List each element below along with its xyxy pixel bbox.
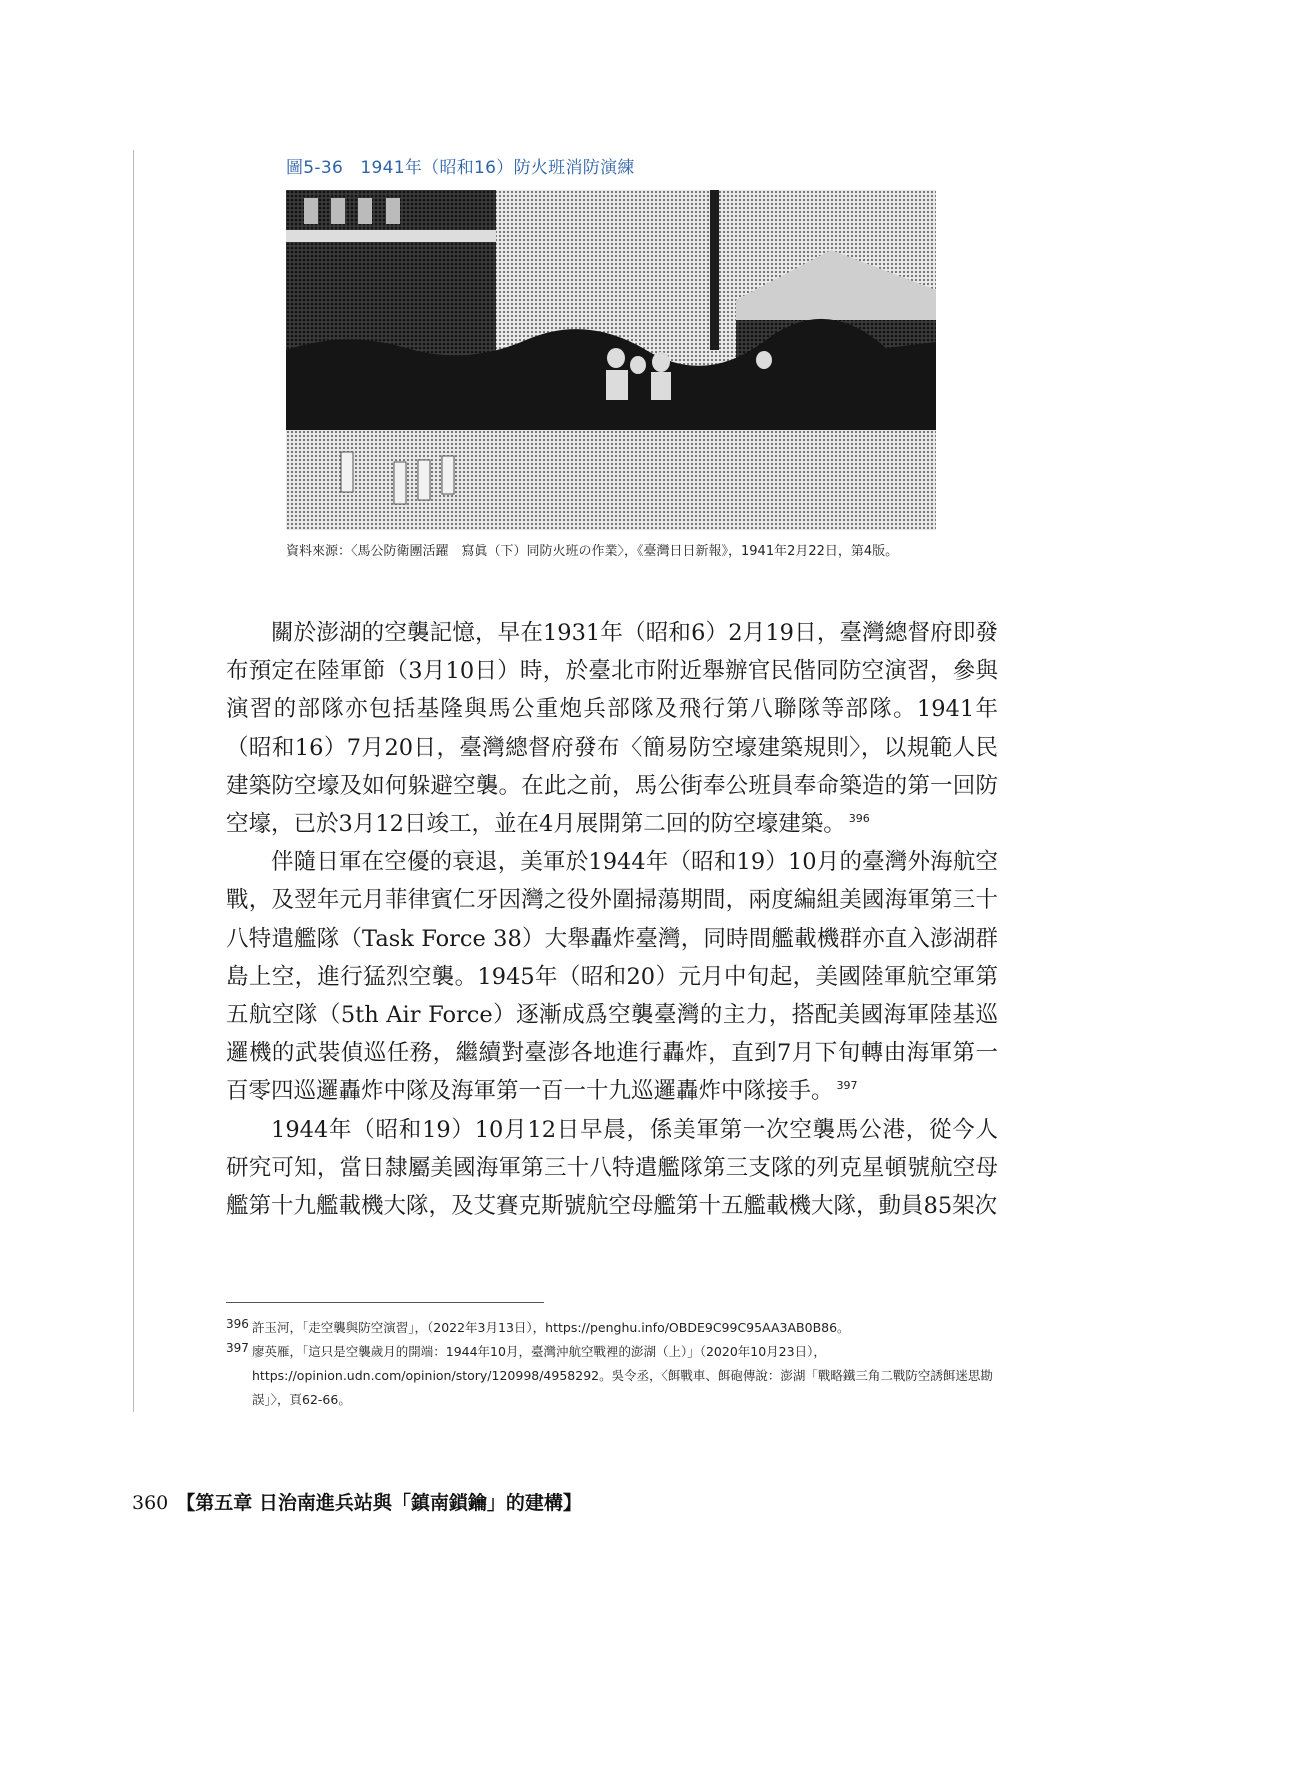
running-footer — [132, 1488, 582, 1515]
figure-source: 資料來源：〈馬公防衛團活躍 寫眞（下）同防火班の作業〉，《臺灣日日新報》，1941年2月22日，第4版。 — [286, 544, 899, 559]
footnote-text: 許玉河，「走空襲與防空演習」，（2022年3月13日），https://penghu.info/OBDE9C99C95AA3AB0B86。 — [252, 1320, 850, 1335]
footnote-number: 396 — [226, 1317, 249, 1331]
margin-rule — [133, 150, 134, 1412]
paragraph — [226, 843, 998, 1110]
paragraph-text: 伴隨日軍在空優的衰退，美軍於1944年（昭和19）10月的臺灣外海航空戰，及翌年元月菲律賓仁牙因灣之役外圍掃蕩期間，兩度編組美國海軍第三十八特遣艦隊（Task Force 38）大舉轟炸臺灣，同時間艦載機群亦直入澎湖群島上空，進行猛烈空襲。1945年（昭和20）元月中旬起，美國陸軍航空軍第五航空隊（5th Air Force）逐漸成爲空襲臺灣的主力，搭配美國海軍陸基巡邏機的武裝偵巡任務，繼續對臺澎各地進行轟炸，直到7月下旬轉由海軍第一百零四巡邏轟炸中隊及海軍第一百一十九巡邏轟炸中隊接手。 — [226, 849, 998, 1105]
page-number: 360 — [132, 1492, 169, 1514]
figure-caption: 圖5-36 1941年（昭和16）防火班消防演練 — [286, 158, 635, 178]
footnote-text: 廖英雁，「這只是空襲歲月的開端：1944年10月，臺灣沖航空戰裡的澎湖（上）」（2020年10月23日），https://opinion.udn.com/opinion/story/120998/4958292。吳令丞，〈餌戰車、餌砲傳說：澎湖「戰略鐵三角二戰防空誘餌迷思勘誤」〉，頁62-66。 — [252, 1344, 993, 1407]
body-text — [226, 614, 998, 1225]
footnote-divider — [226, 1302, 544, 1303]
footnotes — [226, 1316, 1002, 1412]
paragraph — [226, 1111, 998, 1226]
chapter-title: 【第五章 日治南進兵站與「鎮南鎖鑰」的建構】 — [176, 1492, 582, 1514]
footnote-ref[interactable]: 396 — [848, 812, 870, 826]
paragraph-text: 1944年（昭和19）10月12日早晨，係美軍第一次空襲馬公港，從今人研究可知，當日隸屬美國海軍第三十八特遣艦隊第三支隊的列克星頓號航空母艦第十九艦載機大隊，及艾賽克斯號航空母艦第十五艦載機大隊，動員85架次 — [226, 1116, 998, 1220]
historical-photo — [286, 190, 936, 530]
footnote — [226, 1316, 1002, 1340]
footnote-number: 397 — [226, 1341, 249, 1355]
footnote-ref[interactable]: 397 — [836, 1079, 858, 1093]
photo-image — [286, 190, 936, 530]
paragraph — [226, 614, 998, 843]
footnote — [226, 1340, 1002, 1412]
paragraph-text: 關於澎湖的空襲記憶，早在1931年（昭和6）2月19日，臺灣總督府即發布預定在陸軍節（3月10日）時，於臺北市附近舉辦官民偕同防空演習，參與演習的部隊亦包括基隆與馬公重炮兵部隊及飛行第八聯隊等部隊。1941年（昭和16）7月20日，臺灣總督府發布〈簡易防空壕建築規則〉，以規範人民建築防空壕及如何躲避空襲。在此之前，馬公街奉公班員奉命築造的第一回防空壕，已於3月12日竣工，並在4月展開第二回的防空壕建築。 — [226, 620, 998, 838]
